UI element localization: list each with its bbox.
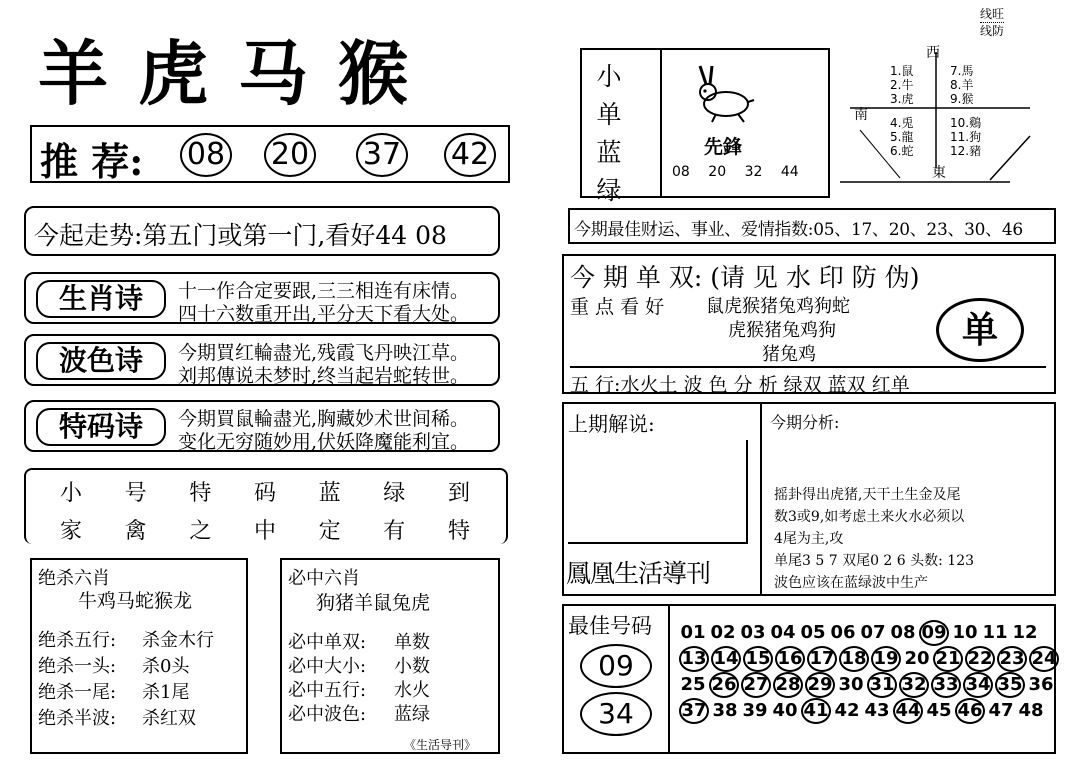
odd-even-focus-line: 鼠虎猴猪兔鸡狗蛇 (706, 296, 850, 317)
pioneer-char: 小 (596, 62, 622, 91)
fortune-box (568, 208, 1056, 244)
riddle-char: 禽 (124, 519, 147, 544)
riddle-char: 绿 (383, 481, 406, 506)
zodiac-east: 東 (932, 165, 946, 181)
poem-box-special (24, 400, 500, 452)
kill-row-value: 杀金木行 (142, 630, 214, 651)
pioneer-vertical (594, 58, 624, 210)
poem-box-zodiac (24, 272, 500, 324)
riddle-char: 家 (60, 519, 83, 544)
number-cell: 10 (952, 622, 978, 643)
number-marked: 14 (711, 646, 741, 672)
zodiac-map (840, 40, 1040, 190)
analysis-line: 数3或9,如考虑土来火水必须以 (774, 509, 965, 525)
recommend-box (30, 125, 510, 183)
number-grid-row (678, 646, 1060, 672)
recommend-number: 08 (180, 133, 232, 177)
poem-box-color (24, 334, 500, 386)
kill-row-key: 绝杀一头: (38, 656, 117, 677)
zodiac-item: 6.蛇 (890, 144, 914, 158)
number-cell: 25 (680, 674, 706, 695)
pioneer-number: 32 (744, 164, 763, 180)
odd-even-title: 今 期 单 双: (请 见 水 印 防 伪) (570, 263, 920, 292)
number-cell: 47 (988, 700, 1014, 721)
riddle-char: 特 (189, 481, 212, 506)
number-cell: 12 (1012, 622, 1038, 643)
this-period-label: 今期分析: (770, 413, 840, 432)
analysis-line: 4尾为主,攻 (774, 531, 844, 547)
pioneer-numbers (672, 164, 799, 180)
odd-even-focus-label: 重 点 看 好 (570, 296, 665, 318)
last-period-panel (568, 440, 748, 544)
number-cell: 02 (710, 622, 736, 643)
riddle-char: 蓝 (318, 481, 341, 506)
number-marked: 21 (933, 646, 963, 672)
pioneer-char: 单 (596, 100, 622, 129)
recommend-number: 37 (356, 133, 408, 177)
must-row-key: 必中单双: (288, 632, 367, 653)
must-row-key: 必中波色: (288, 704, 367, 725)
brand-name: 鳳凰生活導刊 (566, 559, 711, 588)
kill-box (30, 558, 248, 754)
number-cell: 48 (1018, 700, 1044, 721)
riddle-char: 到 (447, 481, 470, 506)
pioneer-char: 绿 (596, 176, 622, 205)
zodiac-item: 12.豬 (950, 144, 982, 158)
pioneer-char: 蓝 (596, 138, 622, 167)
number-cell: 42 (834, 700, 860, 721)
number-cell: 01 (680, 622, 706, 643)
number-cell: 03 (740, 622, 766, 643)
number-cell: 40 (772, 700, 798, 721)
number-cell: 04 (770, 622, 796, 643)
riddle-char: 特 (447, 519, 470, 544)
best-divider (668, 606, 670, 752)
corner-note-line: 线旺 (980, 7, 1005, 21)
poem-label: 波色诗 (36, 342, 166, 380)
kill-row-value: 杀1尾 (142, 682, 190, 703)
zodiac-item: 11.狗 (950, 130, 982, 144)
number-marked: 16 (775, 646, 805, 672)
number-marked: 22 (965, 646, 995, 672)
zodiac-south: 南 (854, 107, 868, 123)
number-marked: 44 (893, 698, 923, 724)
number-marked: 33 (931, 672, 961, 698)
odd-even-bottom: 五 行:水火土 波 色 分 析 绿双 蓝双 红单 (570, 366, 1046, 397)
poem-label: 生肖诗 (36, 280, 166, 318)
must-six-label: 必中六肖 (288, 568, 360, 589)
odd-even-box (562, 254, 1056, 394)
best-label: 最佳号码 (568, 614, 652, 638)
pioneer-label: 先鋒 (704, 136, 743, 158)
pioneer-number: 20 (708, 164, 727, 180)
number-cell: 07 (860, 622, 886, 643)
best-pick: 09 (580, 644, 652, 688)
number-grid-row (678, 620, 1040, 646)
analysis-line: 波色应该在蓝绿波中生产 (774, 575, 928, 591)
riddle-char: 之 (189, 519, 212, 544)
number-marked: 26 (709, 672, 739, 698)
analysis-line: 单尾3 5 7 双尾0 2 6 头数: 123 (774, 553, 975, 569)
poem-line: 变化无穷随妙用,伏妖降魔能利宜。 (178, 431, 470, 453)
zodiac-item: 9.猴 (950, 92, 974, 106)
must-row-key: 必中五行: (288, 680, 367, 701)
fortune-text: 今期最佳财运、事业、爱情指数:05、17、20、23、30、46 (574, 220, 1023, 240)
must-row-value: 蓝绿 (394, 704, 430, 725)
corner-note-line: 线防 (980, 24, 1005, 38)
must-box (280, 558, 500, 754)
number-grid-row (678, 698, 1046, 724)
riddle-char: 中 (253, 519, 276, 544)
kill-row-key: 绝杀半波: (38, 708, 117, 729)
number-grid-row (678, 672, 1056, 698)
number-marked: 15 (743, 646, 773, 672)
must-row-key: 必中大小: (288, 656, 367, 677)
zodiac-west: 西 (926, 45, 940, 61)
must-row-value: 小数 (394, 656, 430, 677)
odd-even-stamp: 单 (936, 298, 1024, 362)
zodiac-item: 3.虎 (890, 92, 914, 106)
poem-label: 特码诗 (36, 408, 166, 446)
riddle-char: 号 (124, 481, 147, 506)
number-marked: 23 (997, 646, 1027, 672)
trend-box (24, 206, 500, 256)
rabbit-icon (688, 64, 758, 124)
recommend-number: 20 (264, 133, 316, 177)
number-marked: 46 (955, 698, 985, 724)
kill-row-key: 绝杀五行: (38, 630, 117, 651)
must-row-value: 水火 (394, 680, 430, 701)
number-cell: 08 (890, 622, 916, 643)
number-marked: 24 (1029, 646, 1059, 672)
pioneer-number: 44 (780, 164, 799, 180)
zodiac-item: 7.馬 (950, 64, 974, 78)
number-marked: 37 (679, 698, 709, 724)
riddle-char: 定 (318, 519, 341, 544)
poem-line: 刘邦傳说未梦时,终当起岩蛇转世。 (178, 365, 470, 387)
zodiac-item: 5.龍 (890, 130, 914, 144)
number-marked: 41 (801, 698, 831, 724)
number-cell: 36 (1028, 674, 1054, 695)
pioneer-number: 08 (672, 164, 690, 180)
must-row-value: 单数 (394, 632, 430, 653)
last-period-label: 上期解说: (568, 412, 655, 436)
kill-row-key: 绝杀一尾: (38, 682, 117, 703)
number-cell: 20 (904, 648, 930, 669)
number-marked: 32 (899, 672, 929, 698)
number-cell: 05 (800, 622, 826, 643)
zodiac-item: 2.牛 (890, 78, 914, 92)
poem-line: 十一作合定要跟,三三相连有床情。 (178, 280, 470, 302)
number-marked: 28 (773, 672, 803, 698)
riddle-box (24, 468, 508, 544)
page-title: 羊虎马猴 (38, 32, 438, 115)
number-cell: 43 (864, 700, 890, 721)
analysis-box (562, 402, 1056, 596)
corner-note (980, 6, 1004, 39)
number-marked: 35 (995, 672, 1025, 698)
number-marked: 29 (805, 672, 835, 698)
zodiac-item: 1.鼠 (890, 64, 914, 78)
number-cell: 06 (830, 622, 856, 643)
number-cell: 45 (926, 700, 952, 721)
analysis-line: 摇卦得出虎猪,天干土生金及尾 (774, 487, 961, 503)
trend-text: 今起走势:第五门或第一门,看好44 08 (34, 221, 447, 250)
number-cell: 30 (838, 674, 864, 695)
poem-line: 今期買鼠輪盡光,胸藏妙术世间稀。 (178, 408, 470, 430)
odd-even-focus-line: 虎猴猪兔鸡狗 (728, 320, 836, 341)
must-six-value: 狗猪羊鼠兔虎 (316, 592, 431, 614)
riddle-char: 码 (253, 481, 276, 506)
poem-line: 今期買红輪盡光,残霞飞丹映江草。 (178, 342, 470, 364)
pioneer-divider (660, 50, 662, 196)
number-marked: 27 (741, 672, 771, 698)
kill-six-value: 牛鸡马蛇猴龙 (78, 590, 193, 612)
odd-even-focus-line: 猪兔鸡 (762, 344, 816, 365)
number-marked: 18 (839, 646, 869, 672)
number-cell: 38 (712, 700, 738, 721)
number-marked: 17 (807, 646, 837, 672)
kill-row-value: 杀红双 (142, 708, 196, 729)
zodiac-item: 4.兎 (890, 116, 914, 130)
kill-row-value: 杀0头 (142, 656, 190, 677)
poem-line: 四十六数重开出,平分天下看大处。 (178, 303, 470, 325)
number-cell: 39 (742, 700, 768, 721)
recommend-number: 42 (444, 133, 496, 177)
number-marked: 34 (963, 672, 993, 698)
recommend-label: 推 荐: (40, 139, 144, 184)
riddle-char: 有 (383, 519, 406, 544)
riddle-line-1 (60, 476, 470, 507)
riddle-line-2 (60, 514, 470, 545)
zodiac-item: 8.羊 (950, 78, 974, 92)
must-footer: 《生活导刊》 (404, 738, 477, 752)
number-marked: 09 (919, 620, 949, 646)
number-marked: 19 (871, 646, 901, 672)
number-marked: 13 (679, 646, 709, 672)
best-pick: 34 (580, 692, 652, 736)
number-marked: 31 (867, 672, 897, 698)
number-cell: 11 (982, 622, 1008, 643)
riddle-char: 小 (60, 481, 83, 506)
kill-six-label: 绝杀六肖 (38, 568, 110, 589)
pioneer-box (580, 48, 830, 205)
zodiac-item: 10.鷄 (950, 116, 982, 130)
